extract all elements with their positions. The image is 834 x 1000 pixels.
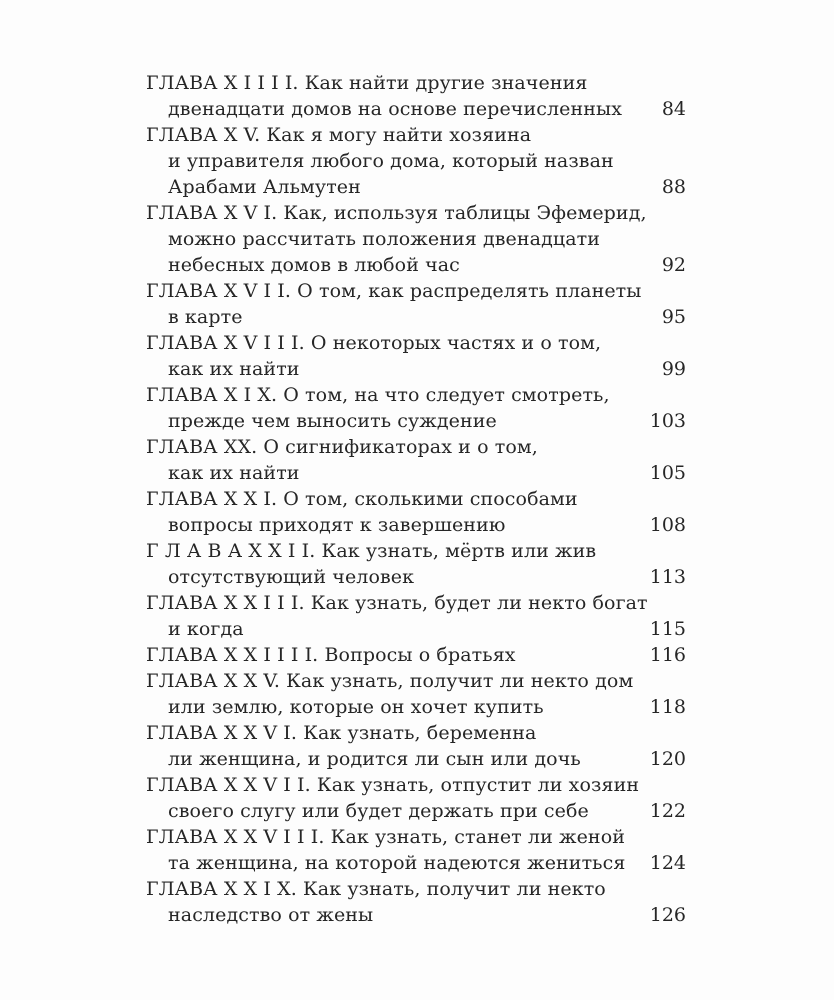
chapter-title: ГЛАВА X V I. Как, используя таблицы Эфемерид, [146,202,647,224]
chapter-title: ГЛАВА X V I I. О том, как распределять планеты [146,280,642,302]
page-number: 115 [649,618,686,640]
chapter-title-continuation: ли женщина, и родится ли сын или дочь [168,748,581,770]
toc-entry[interactable] [146,668,686,720]
toc-entry[interactable] [146,824,686,876]
toc-entry[interactable] [146,538,686,590]
page-number: 103 [649,410,686,432]
table-of-contents [146,70,686,928]
chapter-title-continuation: двенадцати домов на основе перечисленных [168,98,623,120]
chapter-title-continuation: как их найти [168,462,300,484]
page-number: 126 [649,904,686,926]
chapter-title: ГЛАВА XX. О сигнификаторах и о том, [146,436,538,458]
chapter-title: ГЛАВА X X I X. Как узнать, получит ли некто [146,878,606,900]
page-number: 92 [661,254,686,276]
page-number: 124 [649,852,686,874]
chapter-title: ГЛАВА X X V I I I. Как узнать, станет ли женой [146,826,625,848]
toc-entry[interactable] [146,70,686,122]
chapter-title-continuation: или землю, которые он хочет купить [168,696,544,718]
page-number: 84 [661,98,686,120]
page-number: 95 [661,306,686,328]
toc-entry[interactable] [146,720,686,772]
chapter-title-continuation: как их найти [168,358,300,380]
page-number: 120 [649,748,686,770]
page-number: 116 [649,644,686,666]
chapter-title-continuation: отсутствующий человек [168,566,415,588]
chapter-title-continuation: та женщина, на которой надеются жениться [168,852,626,874]
chapter-title-continuation: и когда [168,618,244,640]
toc-entry[interactable] [146,590,686,642]
page-number: 99 [661,358,686,380]
chapter-title-continuation: вопросы приходят к завершению [168,514,506,536]
chapter-title-continuation: наследство от жены [168,904,374,926]
toc-entry[interactable] [146,278,686,330]
chapter-title: ГЛАВА X V I I I. О некоторых частях и о том, [146,332,602,354]
toc-entry[interactable] [146,122,686,200]
page-number: 88 [661,176,686,198]
chapter-title-continuation: небесных домов в любой час [168,254,460,276]
chapter-title-continuation: прежде чем выносить суждение [168,410,497,432]
chapter-title-continuation: Арабами Альмутен [168,176,361,198]
chapter-title-continuation: можно рассчитать положения двенадцати [168,228,601,250]
page-number: 118 [649,696,686,718]
chapter-title: ГЛАВА X X V. Как узнать, получит ли некто дом [146,670,634,692]
toc-entry[interactable] [146,200,686,278]
chapter-title-continuation: в карте [168,306,243,328]
toc-entry[interactable] [146,330,686,382]
page-number: 122 [649,800,686,822]
chapter-title: Г Л А В А X X I I. Как узнать, мёртв или жив [146,540,597,562]
page-number: 105 [649,462,686,484]
chapter-title: ГЛАВА X X V I. Как узнать, беременна [146,722,537,744]
chapter-title: ГЛАВА X X V I I. Как узнать, отпустит ли хозяин [146,774,640,796]
toc-entry[interactable] [146,486,686,538]
chapter-title: ГЛАВА X X I. О том, сколькими способами [146,488,578,510]
chapter-title-continuation: и управителя любого дома, который назван [168,150,614,172]
chapter-title: ГЛАВА X V. Как я могу найти хозяина [146,124,532,146]
toc-entry[interactable] [146,382,686,434]
toc-entry[interactable] [146,434,686,486]
page-number: 113 [649,566,686,588]
chapter-title: ГЛАВА X X I I I I. Вопросы о братьях [146,644,516,666]
toc-entry[interactable] [146,772,686,824]
chapter-title: ГЛАВА X I X. О том, на что следует смотреть, [146,384,610,406]
page-number: 108 [649,514,686,536]
chapter-title-continuation: своего слугу или будет держать при себе [168,800,589,822]
toc-entry[interactable] [146,876,686,928]
chapter-title: ГЛАВА X X I I I. Как узнать, будет ли некто богат [146,592,648,614]
chapter-title: ГЛАВА X I I I I. Как найти другие значения [146,72,588,94]
toc-entry[interactable] [146,642,686,668]
